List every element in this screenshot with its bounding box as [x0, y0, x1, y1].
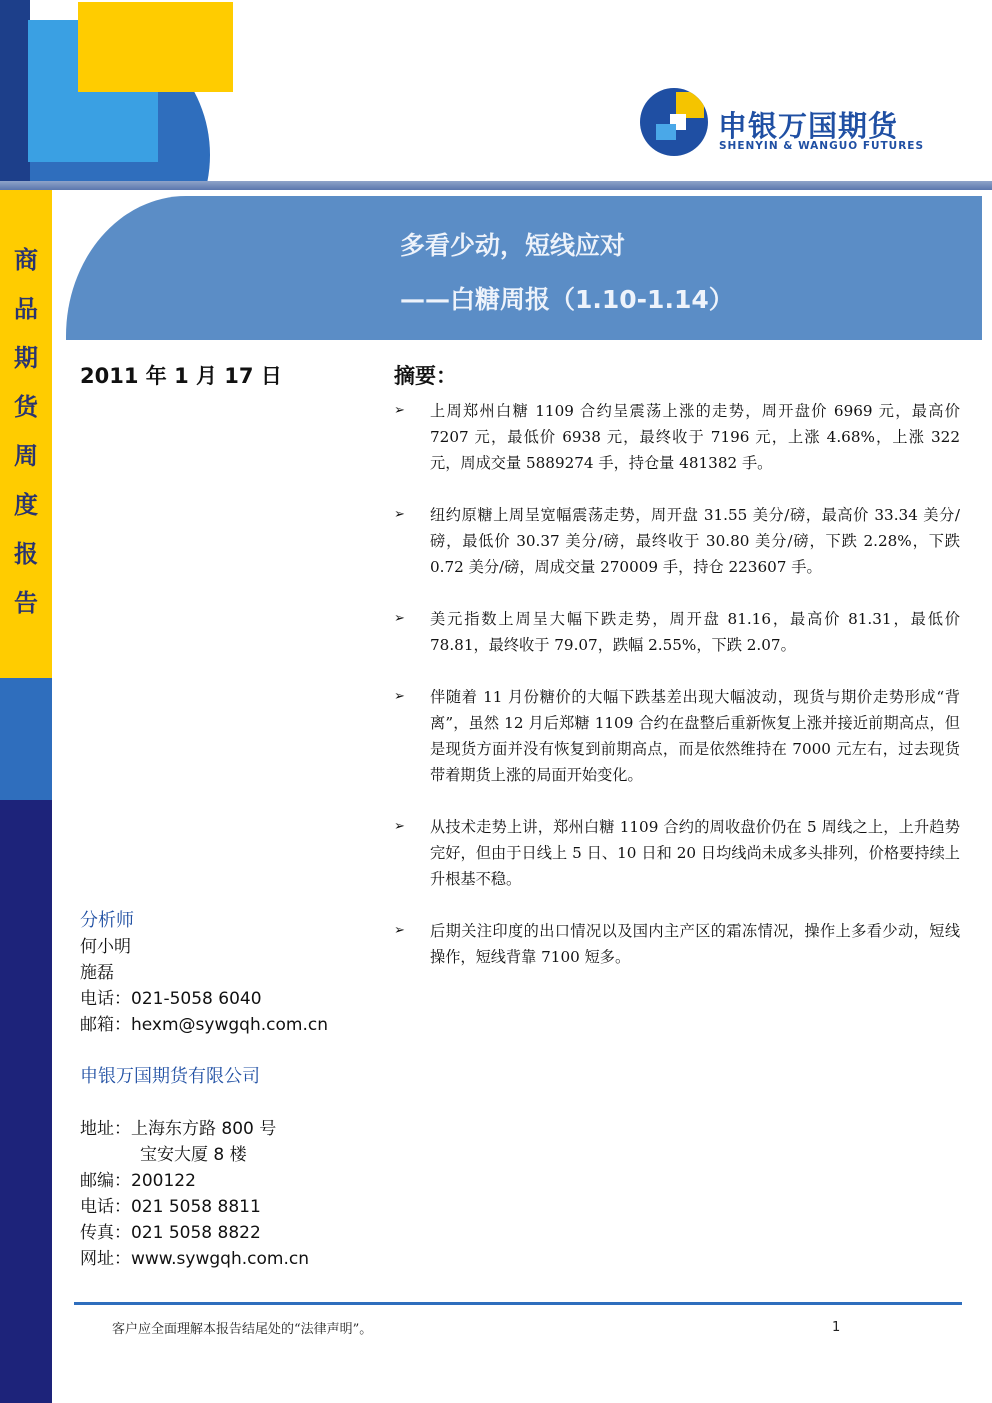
summary-heading: 摘要： — [394, 364, 457, 388]
company-fax: 传真：021 5058 8822 — [80, 1223, 261, 1243]
summary-list — [392, 398, 960, 970]
analyst-email: 邮箱：hexm@sywgqh.com.cn — [80, 1015, 328, 1035]
arrow-bullet-icon: ➢ — [394, 507, 405, 522]
summary-item-text: 上周郑州白糖 1109 合约呈震荡上涨的走势，周开盘价 6969 元，最高价 7207 元，最低价 6938 元，最终收于 7196 元，上涨 4.68%，上涨 322 元，周成交量 5889274 手，持仓量 481382 手。 — [430, 402, 960, 472]
arrow-bullet-icon: ➢ — [394, 403, 405, 418]
company-address: 地址：上海东方路 800 号 — [80, 1119, 277, 1139]
company-address-line-2: 宝安大厦 8 楼 — [140, 1145, 247, 1165]
logo-english-name: SHENYIN & WANGUO FUTURES — [719, 140, 925, 152]
header-divider — [0, 181, 992, 190]
report-subtitle: ——白糖周报（1.10-1.14） — [400, 285, 734, 314]
sidebar-vertical-title — [0, 236, 52, 628]
summary-item-text: 从技术走势上讲，郑州白糖 1109 合约的周收盘价仍在 5 周线之上，上升趋势完好，但由于日线上 5 日、10 日和 20 日均线尚未成多头排列，价格要持续上升根基不稳。 — [430, 818, 960, 888]
company-name: 申银万国期货有限公司 — [80, 1066, 260, 1087]
summary-item-text: 后期关注印度的出口情况以及国内主产区的霜冻情况，操作上多看少动，短线操作，短线背靠 7100 短多。 — [430, 922, 960, 966]
summary-item — [392, 606, 960, 658]
logo-chinese-name: 申银万国期货 — [718, 109, 899, 143]
title-banner — [66, 196, 982, 340]
sidebar-blue-band — [0, 678, 52, 800]
summary-item — [392, 918, 960, 970]
summary-item-text: 美元指数上周呈大幅下跌走势，周开盘 81.16，最高价 81.31，最低价 78.81，最终收于 79.07，跌幅 2.55%，下跌 2.07。 — [430, 610, 960, 654]
report-date: 2011 年 1 月 17 日 — [80, 364, 282, 388]
summary-item — [392, 398, 960, 476]
analyst-name: 施磊 — [80, 963, 114, 983]
company-website: 网址：www.sywgqh.com.cn — [80, 1249, 309, 1269]
arrow-bullet-icon: ➢ — [394, 923, 405, 938]
decoration-yellow-block — [78, 2, 233, 92]
sidebar-char: 货 — [14, 393, 38, 421]
arrow-bullet-icon: ➢ — [394, 819, 405, 834]
sidebar-char: 品 — [14, 295, 38, 323]
arrow-bullet-icon: ➢ — [394, 611, 405, 626]
summary-item-text: 纽约原糖上周呈宽幅震荡走势，周开盘 31.55 美分/磅，最高价 33.34 美分/磅，最低价 30.37 美分/磅，最终收于 30.80 美分/磅，下跌 2.28%，下跌 0.72 美分/磅，周成交量 270009 手，持仓 223607 手。 — [430, 506, 960, 576]
analyst-phone: 电话：021-5058 6040 — [80, 989, 262, 1009]
footer-divider — [74, 1302, 962, 1305]
sidebar-char: 期 — [14, 344, 38, 372]
company-logo-icon — [640, 88, 708, 156]
sidebar-char: 周 — [14, 442, 38, 470]
summary-item — [392, 684, 960, 788]
arrow-bullet-icon: ➢ — [394, 689, 405, 704]
company-postcode: 邮编：200122 — [80, 1171, 196, 1191]
sidebar-char: 度 — [14, 491, 38, 519]
page-number: 1 — [832, 1320, 841, 1335]
analyst-label: 分析师 — [80, 910, 134, 931]
summary-item-text: 伴随着 11 月份糖价的大幅下跌基差出现大幅波动，现货与期价走势形成“背离”，虽然 12 月后郑糖 1109 合约在盘整后重新恢复上涨并接近前期高点，但是现货方面并没有恢复到前期高点，而是依然维持在 7000 元左右，过去现货带着期货上涨的局面开始变化。 — [430, 688, 960, 784]
decoration-dark-block — [0, 0, 30, 183]
sidebar-char: 报 — [14, 540, 38, 568]
sidebar-char: 商 — [14, 246, 38, 274]
company-phone: 电话：021 5058 8811 — [80, 1197, 261, 1217]
sidebar-navy-band — [0, 800, 52, 1403]
sidebar-char: 告 — [14, 589, 38, 617]
analyst-name: 何小明 — [80, 937, 131, 957]
summary-item — [392, 814, 960, 892]
legal-notice: 客户应全面理解本报告结尾处的“法律声明”。 — [112, 1322, 373, 1337]
report-title: 多看少动，短线应对 — [400, 231, 626, 260]
summary-item — [392, 502, 960, 580]
